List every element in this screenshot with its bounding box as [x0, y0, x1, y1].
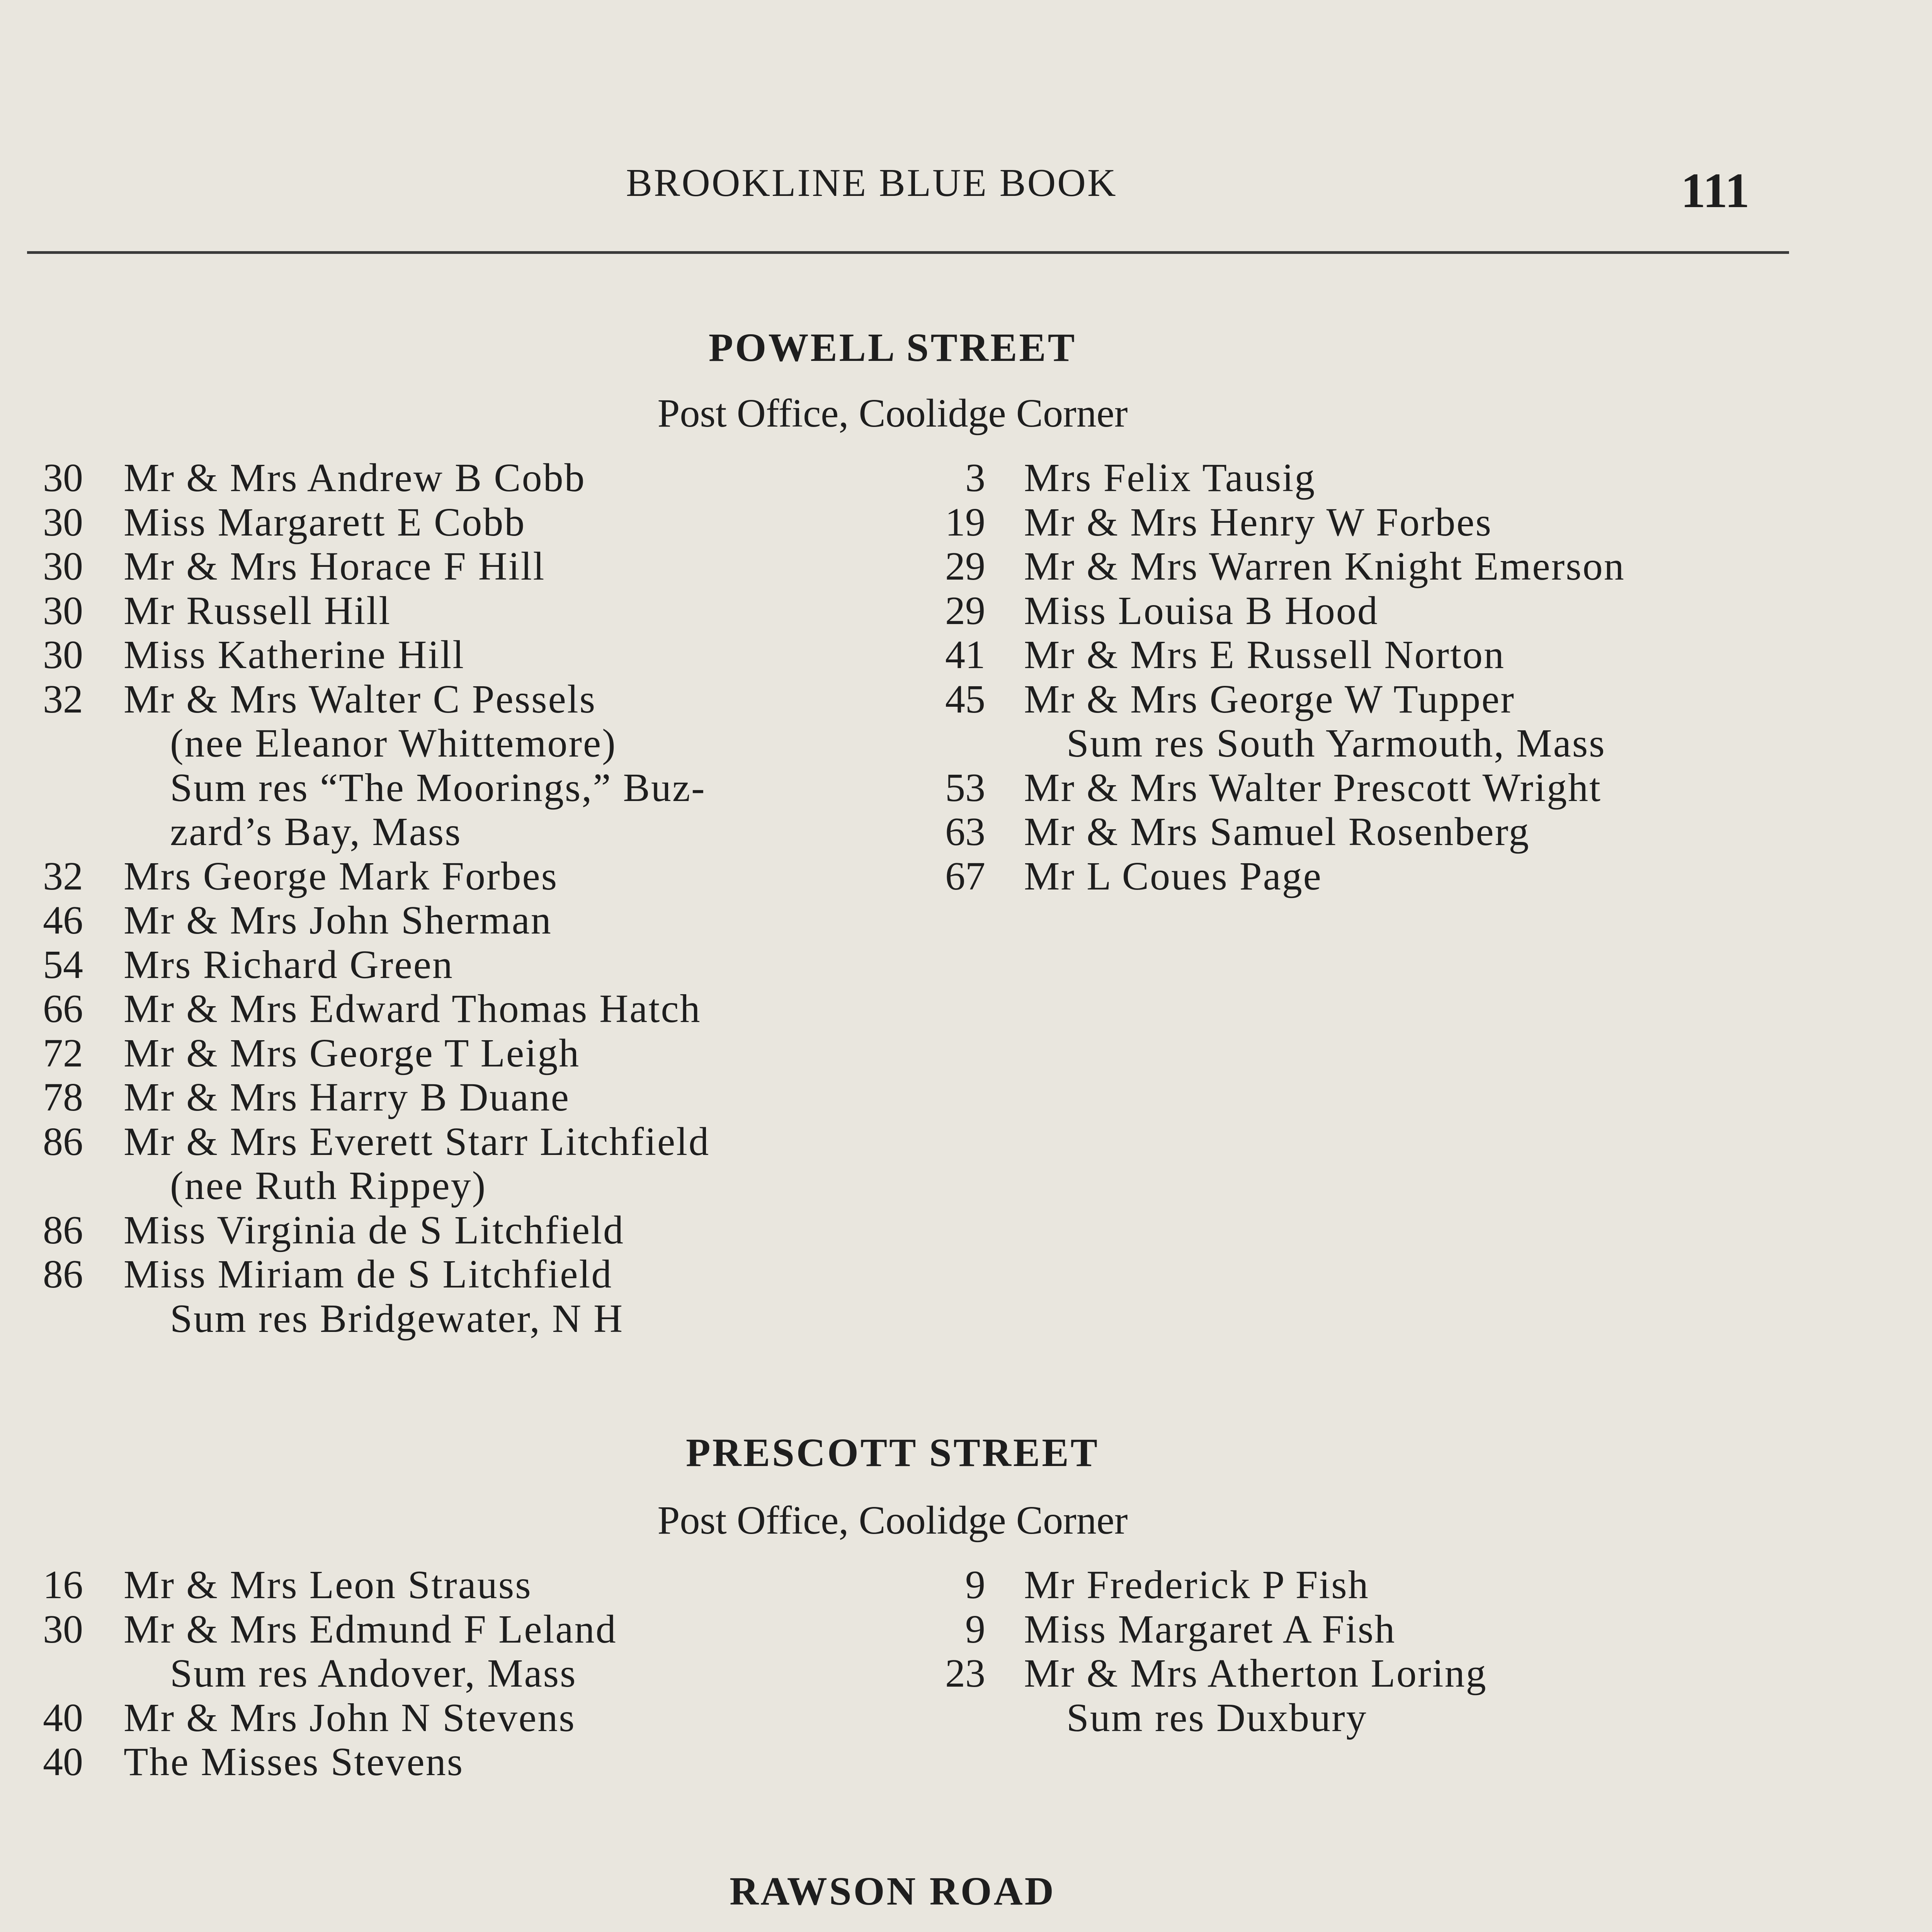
directory-entry	[31, 1651, 900, 1696]
resident-name: Miss Katherine Hill	[124, 633, 465, 677]
directory-entry	[31, 544, 900, 589]
directory-entry	[31, 1252, 900, 1297]
house-number: 30	[43, 500, 83, 544]
house-number: 32	[43, 854, 83, 898]
directory-entry	[31, 766, 900, 810]
directory-entry	[900, 544, 1789, 589]
directory-entry	[900, 1696, 1789, 1740]
resident-name: Mrs George Mark Forbes	[124, 854, 558, 898]
section-subtitle-powell-street: Post Office, Coolidge Corner	[657, 391, 1128, 435]
prescott-street-left-column	[31, 1563, 900, 1784]
section-subtitle-prescott-street: Post Office, Coolidge Corner	[657, 1498, 1128, 1543]
directory-entry	[900, 766, 1789, 810]
directory-entry	[31, 500, 900, 545]
directory-entry	[31, 589, 900, 633]
directory-entry	[900, 589, 1789, 633]
directory-entry	[31, 677, 900, 722]
resident-name: The Misses Stevens	[124, 1740, 464, 1784]
header-rule	[27, 251, 1789, 254]
directory-entry	[31, 1297, 900, 1341]
house-number: 53	[945, 765, 985, 810]
resident-name: Miss Virginia de S Litchfield	[124, 1208, 624, 1252]
entry-note: Sum res Duxbury	[1066, 1695, 1367, 1740]
section-title-prescott-street: PRESCOTT STREET	[685, 1430, 1100, 1475]
house-number: 29	[945, 544, 985, 588]
house-number: 29	[945, 588, 985, 633]
resident-name: Miss Margaret A Fish	[1024, 1607, 1396, 1651]
entry-note: (nee Eleanor Whittemore)	[170, 721, 617, 765]
directory-entry	[900, 854, 1789, 899]
entry-note: Sum res “The Moorings,” Buz-	[170, 765, 706, 810]
resident-name: Mr & Mrs George W Tupper	[1024, 677, 1515, 721]
resident-name: Mr & Mrs Harry B Duane	[124, 1075, 570, 1119]
resident-name: Mr & Mrs Henry W Forbes	[1024, 500, 1492, 544]
resident-name: Mr & Mrs Edmund F Leland	[124, 1607, 617, 1651]
house-number: 46	[43, 898, 83, 942]
house-number: 78	[43, 1075, 83, 1119]
directory-entry	[31, 721, 900, 766]
directory-entry	[900, 721, 1789, 766]
house-number: 86	[43, 1119, 83, 1164]
directory-entry	[900, 1607, 1789, 1652]
directory-entry	[31, 854, 900, 899]
resident-name: Mr & Mrs Warren Knight Emerson	[1024, 544, 1625, 588]
entry-note: Sum res Andover, Mass	[170, 1651, 577, 1696]
directory-entry	[31, 943, 900, 987]
directory-entry	[31, 1563, 900, 1607]
directory-entry	[31, 1164, 900, 1208]
resident-name: Mrs Felix Tausig	[1024, 456, 1316, 500]
house-number: 9	[965, 1563, 985, 1607]
entry-note: Sum res South Yarmouth, Mass	[1066, 721, 1606, 765]
house-number: 19	[945, 500, 985, 544]
page-number: 111	[1681, 163, 1750, 218]
house-number: 45	[945, 677, 985, 721]
entry-note: zard’s Bay, Mass	[170, 810, 462, 854]
resident-name: Mr & Mrs Horace F Hill	[124, 544, 546, 588]
resident-name: Mr & Mrs Walter C Pessels	[124, 677, 597, 721]
directory-entry	[31, 1120, 900, 1164]
directory-entry	[900, 633, 1789, 677]
resident-name: Mr & Mrs Everett Starr Litchfield	[124, 1119, 710, 1164]
section-title-powell-street: POWELL STREET	[708, 325, 1077, 370]
resident-name: Miss Margarett E Cobb	[124, 500, 526, 544]
house-number: 40	[43, 1740, 83, 1784]
house-number: 86	[43, 1208, 83, 1252]
house-number: 72	[43, 1031, 83, 1075]
house-number: 32	[43, 677, 83, 721]
resident-name: Mr Russell Hill	[124, 588, 391, 633]
house-number: 9	[965, 1607, 985, 1651]
directory-entry	[900, 456, 1789, 500]
directory-entry	[31, 1696, 900, 1740]
resident-name: Miss Louisa B Hood	[1024, 588, 1379, 633]
resident-name: Mr & Mrs John Sherman	[124, 898, 552, 942]
resident-name: Mr & Mrs Samuel Rosenberg	[1024, 810, 1530, 854]
house-number: 66	[43, 986, 83, 1031]
resident-name: Miss Miriam de S Litchfield	[124, 1252, 613, 1296]
directory-entry	[900, 810, 1789, 854]
resident-name: Mr & Mrs Walter Prescott Wright	[1024, 765, 1602, 810]
house-number: 30	[43, 588, 83, 633]
running-title: BROOKLINE BLUE BOOK	[626, 161, 1117, 205]
resident-name: Mr & Mrs George T Leigh	[124, 1031, 580, 1075]
resident-name: Mrs Richard Green	[124, 942, 454, 987]
directory-entry	[900, 1651, 1789, 1696]
resident-name: Mr & Mrs Andrew B Cobb	[124, 456, 586, 500]
resident-name: Mr & Mrs John N Stevens	[124, 1695, 576, 1740]
directory-entry	[31, 898, 900, 943]
directory-entry	[31, 1031, 900, 1076]
resident-name: Mr & Mrs E Russell Norton	[1024, 633, 1505, 677]
directory-entry	[31, 1607, 900, 1652]
entry-note: (nee Ruth Rippey)	[170, 1163, 487, 1208]
house-number: 3	[965, 456, 985, 500]
directory-entry	[31, 1740, 900, 1784]
entry-note: Sum res Bridgewater, N H	[170, 1296, 624, 1341]
directory-entry	[900, 500, 1789, 545]
section-title-rawson-road: RAWSON ROAD	[730, 1869, 1056, 1913]
house-number: 41	[945, 633, 985, 677]
directory-entry	[31, 1075, 900, 1120]
resident-name: Mr & Mrs Atherton Loring	[1024, 1651, 1487, 1696]
house-number: 67	[945, 854, 985, 898]
directory-entry	[900, 677, 1789, 722]
house-number: 86	[43, 1252, 83, 1296]
house-number: 30	[43, 544, 83, 588]
powell-street-left-column	[31, 456, 900, 1341]
house-number: 30	[43, 1607, 83, 1651]
directory-entry	[31, 1208, 900, 1253]
house-number: 23	[945, 1651, 985, 1696]
prescott-street-right-column	[900, 1563, 1789, 1740]
directory-entry	[900, 1563, 1789, 1607]
powell-street-right-column	[900, 456, 1789, 898]
house-number: 30	[43, 633, 83, 677]
directory-entry	[31, 810, 900, 854]
directory-entry	[31, 633, 900, 677]
house-number: 40	[43, 1695, 83, 1740]
house-number: 16	[43, 1563, 83, 1607]
directory-entry	[31, 987, 900, 1031]
resident-name: Mr L Coues Page	[1024, 854, 1322, 898]
house-number: 30	[43, 456, 83, 500]
house-number: 54	[43, 942, 83, 987]
house-number: 63	[945, 810, 985, 854]
resident-name: Mr Frederick P Fish	[1024, 1563, 1369, 1607]
directory-entry	[31, 456, 900, 500]
resident-name: Mr & Mrs Leon Strauss	[124, 1563, 532, 1607]
resident-name: Mr & Mrs Edward Thomas Hatch	[124, 986, 701, 1031]
